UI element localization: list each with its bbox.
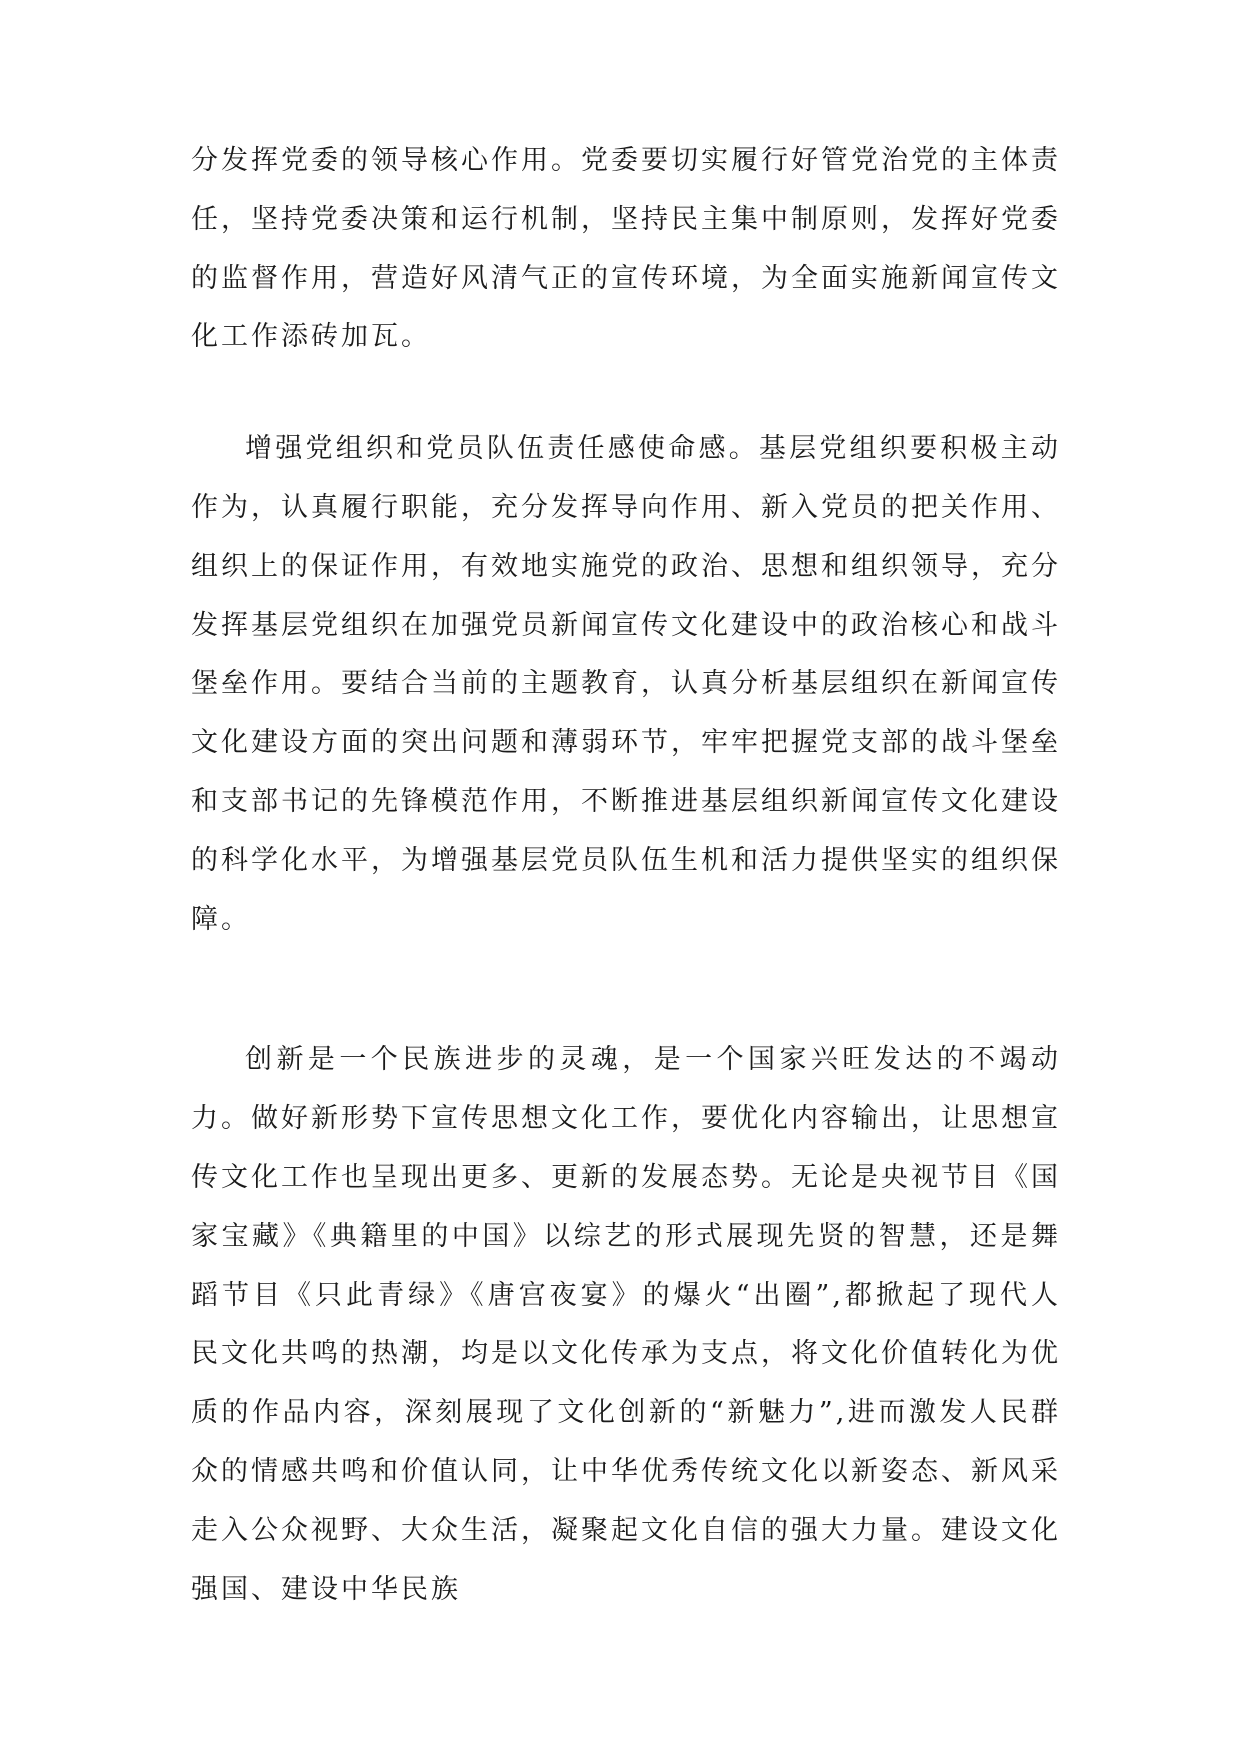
paragraph-grassroots-responsibility: 增强党组织和党员队伍责任感使命感。基层党组织要积极主动作为，认真履行职能，充分发挥导向作用、新入党员的把关作用、组织上的保证作用，有效地实施党的政治、思想和组织领导，充分发挥基层党组织在加强党员新闻宣传文化建设中的政治核心和战斗堡垒作用。要结合当前的主题教育，认真分析基层组织在新闻宣传文化建设方面的突出问题和薄弱环节，牢牢把握党支部的战斗堡垒和支部书记的先锋模范作用，不断推进基层组织新闻宣传文化建设的科学化水平，为增强基层党员队伍生机和活力提供坚实的组织保障。 — [191, 433, 1061, 935]
document-body — [191, 132, 1061, 1619]
paragraph-party-committee-role: 分发挥党委的领导核心作用。党委要切实履行好管党治党的主体责任，坚持党委决策和运行机制，坚持民主集中制原则，发挥好党委的监督作用，营造好风清气正的宣传环境，为全面实施新闻宣传文化工作添砖加瓦。 — [191, 145, 1061, 353]
paragraph-cultural-innovation: 创新是一个民族进步的灵魂，是一个国家兴旺发达的不竭动力。做好新形势下宣传思想文化工作，要优化内容输出，让思想宣传文化工作也呈现出更多、更新的发展态势。无论是央视节目《国家宝藏》《典籍里的中国》以综艺的形式展现先贤的智慧，还是舞蹈节目《只此青绿》《唐宫夜宴》的爆火“出圈”,都掀起了现代人民文化共鸣的热潮，均是以文化传承为支点，将文化价值转化为优质的作品内容，深刻展现了文化创新的“新魅力”,进而激发人民群众的情感共鸣和价值认同，让中华优秀传统文化以新姿态、新风采走入公众视野、大众生活，凝聚起文化自信的强大力量。建设文化强国、建设中华民族 — [191, 1044, 1061, 1605]
